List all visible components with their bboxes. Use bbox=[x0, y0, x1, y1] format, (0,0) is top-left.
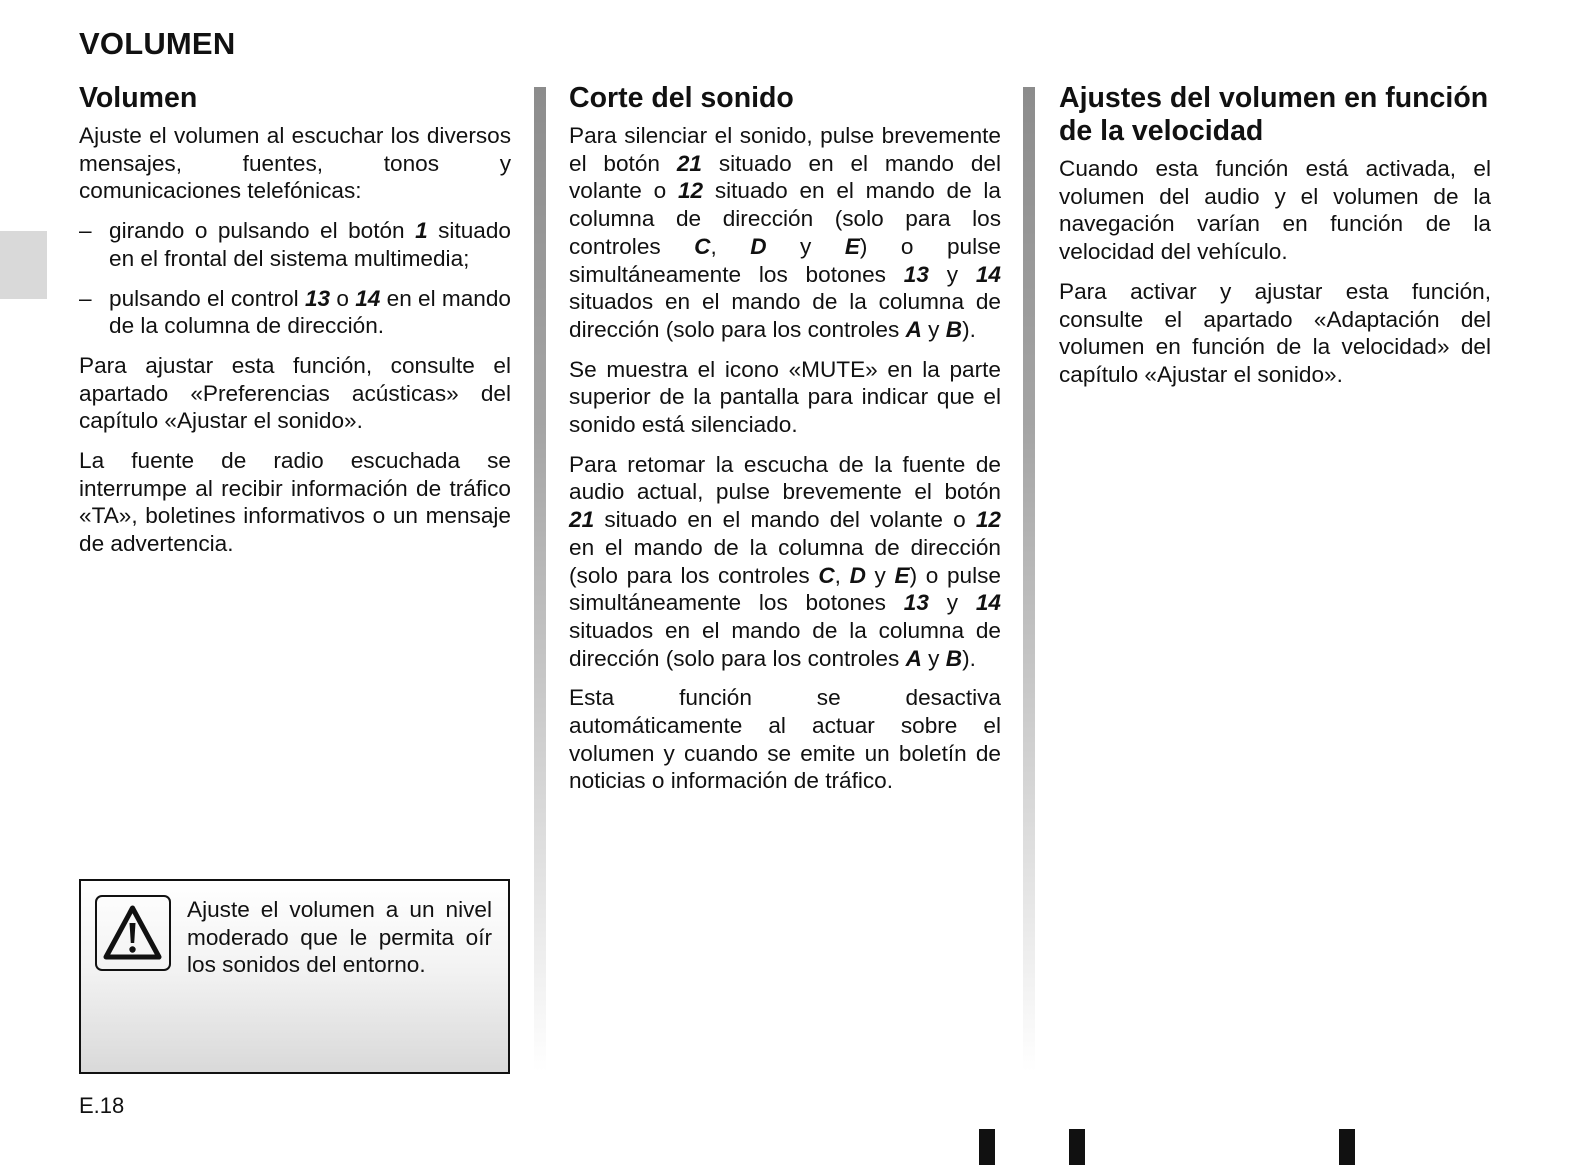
crop-mark bbox=[1069, 1129, 1085, 1165]
column-ajustes-volumen-velocidad bbox=[1059, 82, 1491, 401]
paragraph: Para activar y ajustar esta función, consulte el apartado «Adaptación del volumen en función de la velocidad» del capítulo «Ajustar el sonido». bbox=[1059, 278, 1491, 387]
warning-box bbox=[79, 879, 510, 1074]
section-heading-ajustes-volumen: Ajustes del volumen en función de la velocidad bbox=[1059, 82, 1489, 147]
column-separator bbox=[534, 87, 546, 1072]
paragraph: Para retomar la escucha de la fuente de audio actual, pulse brevemente el botón 21 situado en el mando del volante o 12 en el mando de la columna de dirección (solo para los controles C, D y E) o pulse simultáneamente los botones 13 y 14 situados en el mando de la columna de dirección (solo para los controles A y B). bbox=[569, 451, 1001, 671]
paragraph: Ajuste el volumen al escuchar los diversos mensajes, fuentes, tonos y comunicaciones telefónicas: bbox=[79, 123, 511, 204]
paragraph: Para ajustar esta función, consulte el apartado «Preferencias acústicas» del capítulo «Ajustar el sonido». bbox=[79, 352, 511, 434]
chapter-tab-marker bbox=[0, 231, 47, 299]
section-heading-volumen: Volumen bbox=[79, 82, 198, 114]
paragraph: La fuente de radio escuchada se interrumpe al recibir información de tráfico «TA», boletines informativos o un mensaje de advertencia. bbox=[79, 448, 511, 557]
column-separator bbox=[1023, 87, 1035, 1072]
list-item: – pulsando el control 13 o 14 en el mando de la columna de dirección. bbox=[79, 285, 511, 339]
crop-mark bbox=[1339, 1129, 1355, 1165]
bullet-list bbox=[79, 217, 511, 340]
page-title: VOLUMEN bbox=[79, 26, 236, 61]
column-corte-del-sonido bbox=[569, 82, 1001, 807]
section-heading-corte-del-sonido: Corte del sonido bbox=[569, 82, 794, 114]
crop-mark bbox=[979, 1129, 995, 1165]
warning-triangle-icon bbox=[95, 895, 171, 971]
paragraph: Se muestra el icono «MUTE» en la parte superior de la pantalla para indicar que el sonido está silenciado. bbox=[569, 356, 1001, 438]
list-item: – girando o pulsando el botón 1 situado en el frontal del sistema multimedia; bbox=[79, 218, 511, 271]
column-volumen bbox=[79, 82, 511, 570]
paragraph: Para silenciar el sonido, pulse brevemente el botón 21 situado en el mando del volante o 12 situado en el mando de la columna de dirección (solo para los controles C, D y E) o pulse simultáneamente los botones 13 y 14 situados en el mando de la columna de dirección (solo para los controles A y B). bbox=[569, 123, 1001, 342]
paragraph: Esta función se desactiva automáticamente al actuar sobre el volumen y cuando se emite un boletín de noticias o información de tráfico. bbox=[569, 685, 1001, 794]
paragraph: Cuando esta función está activada, el volumen del audio y el volumen de la navegación varían en función de la velocidad del vehículo. bbox=[1059, 156, 1491, 265]
warning-text: Ajuste el volumen a un nivel moderado que le permita oír los sonidos del entorno. bbox=[187, 897, 492, 978]
page-number: E.18 bbox=[79, 1093, 125, 1118]
